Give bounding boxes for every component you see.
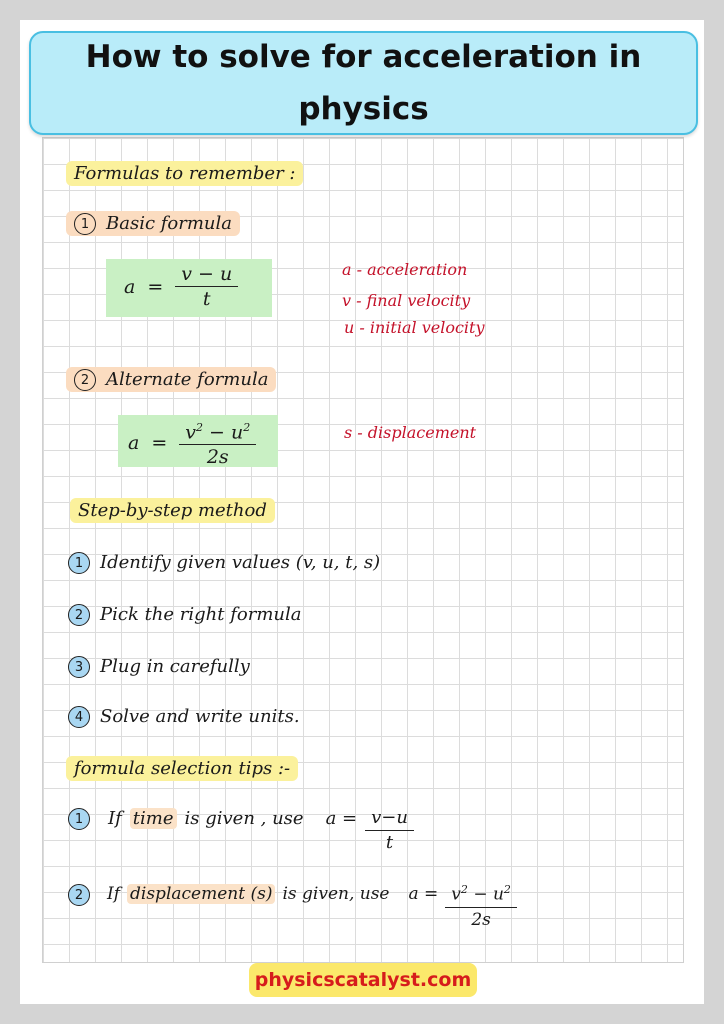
alternate-formula-label: Alternate formula bbox=[106, 369, 269, 390]
step-text: Identify given values (v, u, t, s) bbox=[100, 552, 381, 573]
step-text: Solve and write units. bbox=[100, 706, 300, 727]
exponent: 2 bbox=[195, 421, 203, 434]
step-number-badge: 3 bbox=[68, 656, 90, 678]
formulas-header-text: Formulas to remember : bbox=[66, 161, 303, 186]
basic-formula-heading bbox=[66, 213, 240, 235]
tip-item bbox=[68, 884, 517, 932]
title-banner bbox=[29, 31, 698, 135]
tip-numerator bbox=[445, 878, 517, 908]
tip-fraction bbox=[445, 878, 517, 932]
footer-badge bbox=[249, 963, 477, 997]
basic-fraction bbox=[175, 262, 238, 311]
steps-header-text: Step-by-step method bbox=[70, 498, 275, 523]
basic-numerator: v − u bbox=[175, 262, 238, 287]
formula-lhs: a bbox=[124, 275, 136, 298]
tip-highlight: time bbox=[130, 808, 177, 829]
step-text: Pick the right formula bbox=[100, 604, 302, 625]
number-badge: 2 bbox=[74, 369, 96, 391]
step-item bbox=[68, 656, 250, 678]
alternate-denominator: 2s bbox=[206, 446, 229, 469]
footer-website-link[interactable]: physicscatalyst.com bbox=[254, 969, 472, 991]
basic-denominator: t bbox=[202, 288, 211, 310]
number-badge: 1 bbox=[74, 213, 96, 235]
step-item bbox=[68, 604, 301, 626]
tip-denominator: 2s bbox=[471, 909, 491, 930]
exponent: 2 bbox=[503, 883, 511, 896]
numerator-v: v bbox=[451, 884, 461, 905]
tip-prefix: If bbox=[107, 884, 121, 904]
basic-formula-label: Basic formula bbox=[106, 213, 233, 234]
tips-header-text: formula selection tips :- bbox=[66, 756, 298, 781]
exponent: 2 bbox=[460, 883, 468, 896]
legend-acceleration: a - acceleration bbox=[342, 260, 468, 279]
tip-number-badge: 1 bbox=[68, 808, 90, 830]
step-number-badge: 1 bbox=[68, 552, 90, 574]
numerator-minus-u: − u bbox=[202, 421, 244, 444]
tip-fraction bbox=[365, 806, 414, 855]
tips-header bbox=[66, 758, 298, 779]
formula-equals: = bbox=[151, 431, 168, 454]
tip-numerator: v−u bbox=[365, 806, 414, 831]
numerator-v: v bbox=[185, 421, 196, 444]
legend-initial-velocity: u - initial velocity bbox=[344, 318, 485, 337]
numerator-minus-u: − u bbox=[473, 884, 504, 905]
alternate-formula-heading bbox=[66, 369, 276, 391]
tip-suffix: is given , use bbox=[184, 808, 304, 829]
alternate-fraction bbox=[179, 416, 256, 469]
tip-suffix: is given, use bbox=[282, 884, 390, 904]
alternate-numerator bbox=[179, 416, 256, 445]
formula-equals: = bbox=[147, 275, 164, 298]
tip-prefix: If bbox=[108, 808, 122, 829]
exponent: 2 bbox=[243, 421, 251, 434]
tip-formula-lhs: a = bbox=[325, 808, 358, 829]
page-title: How to solve for acceleration in physics bbox=[85, 39, 642, 127]
step-number-badge: 4 bbox=[68, 706, 90, 728]
tip-denominator: t bbox=[385, 832, 394, 853]
tip-item bbox=[68, 808, 414, 855]
formula-lhs: a bbox=[128, 431, 140, 454]
basic-formula bbox=[124, 262, 238, 311]
tip-highlight: displacement (s) bbox=[127, 884, 275, 904]
tip-number-badge: 2 bbox=[68, 884, 90, 906]
legend-final-velocity: v - final velocity bbox=[342, 291, 471, 310]
step-item bbox=[68, 706, 300, 728]
step-number-badge: 2 bbox=[68, 604, 90, 626]
steps-header bbox=[70, 500, 275, 521]
step-text: Plug in carefully bbox=[100, 656, 250, 677]
legend-displacement: s - displacement bbox=[344, 423, 477, 442]
tip-formula-lhs: a = bbox=[408, 884, 439, 904]
formulas-header bbox=[66, 163, 303, 184]
step-item bbox=[68, 552, 380, 574]
alternate-formula bbox=[128, 416, 256, 469]
